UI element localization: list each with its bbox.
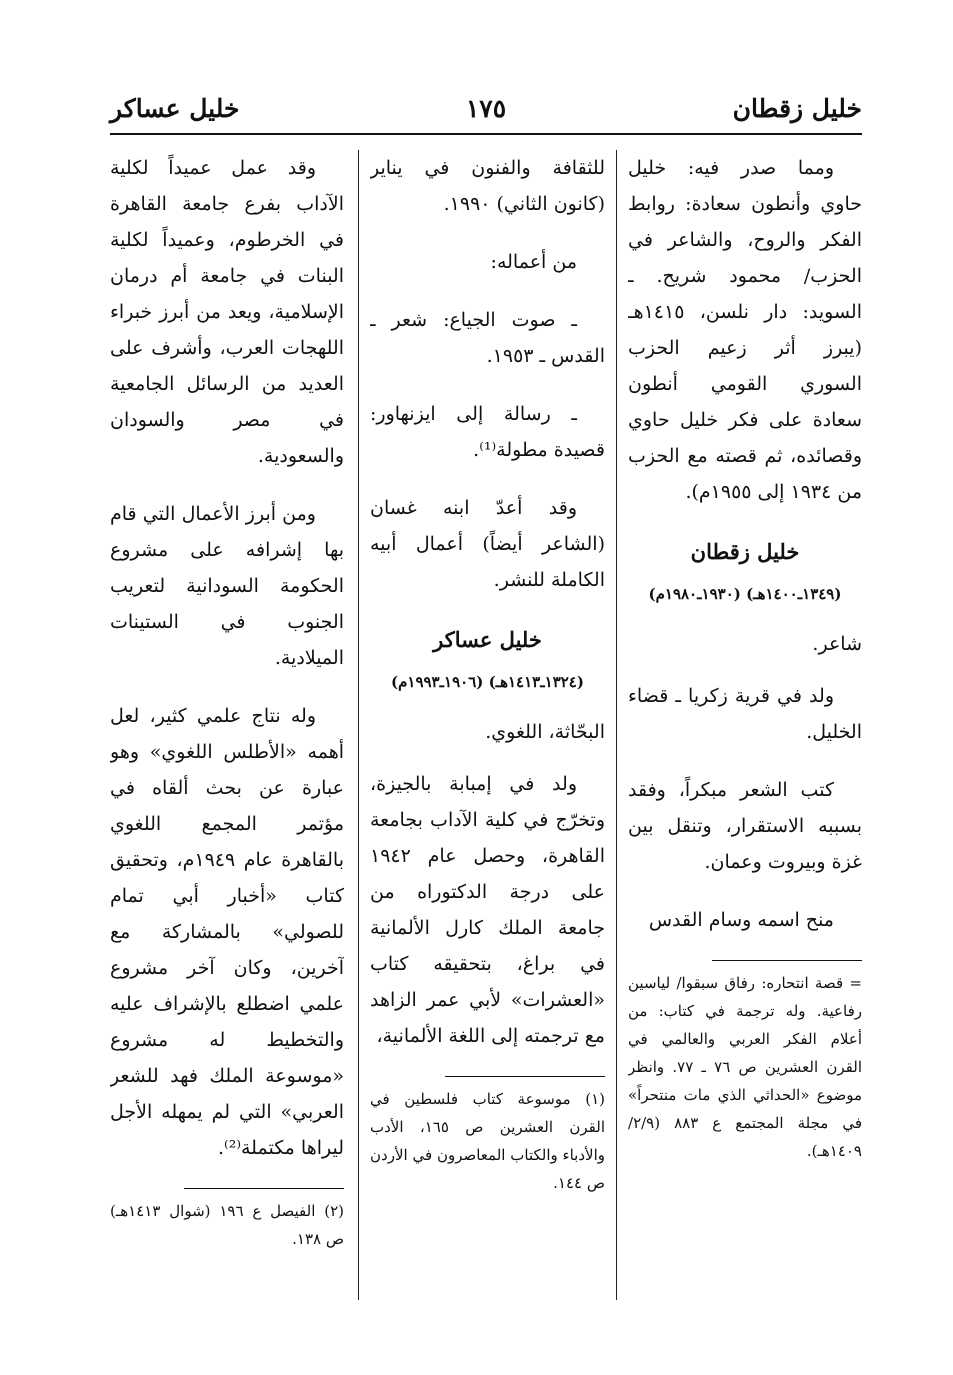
entry-heading: خليل زقطان	[690, 539, 800, 564]
entry-dates: (١٣٢٤ـ١٤١٣هـ) (١٩٠٦ـ١٩٩٣م)	[391, 673, 584, 691]
footnote-rule	[445, 1076, 605, 1077]
entry-heading: خليل عساكر	[433, 627, 542, 652]
paragraph: وله نتاج علمي كثير، لعل أهمه «الأطلس اللغوي» وهو عبارة عن بحث ألقاه في مؤتمر المجمع اللغوي بالقاهرة عام ١٩٤٩م، وتحقيق كتاب «أخبار أبي تمام للصولي» بالمشاركة مع آخرين، وكان آخر مشروع علمي اضطلع بالإشراف عليه والتخطيط له مشروع «موسوعة الملك فهد للشعر العربي» التي لم يمهله الأجل ليراها مكتملة⁽²⁾.	[110, 705, 344, 1159]
paragraph: للثقافة والفنون في يناير (كانون الثاني) ١٩٩٠.	[370, 157, 605, 215]
column-divider-right	[616, 150, 617, 1300]
paragraph: ولد في قرية زكريا ـ قضاء الخليل.	[628, 685, 862, 743]
middle-column	[370, 150, 605, 1310]
running-head-right-title: خليل زقطان	[732, 94, 862, 123]
footnote: = قصة انتحاره: رفاق سبقوا/ لياسين رفاعية. وله ترجمة في كتاب: من أعلام الفكر العربي والعالمي في القرن العشرين ص ٧٦ ـ ٧٧. وانظر موضوع «الحداثي الذي مات منتحراً» في مجلة المجتمع ع ٨٨٣ (٢/٩/ ١٤٠٩هـ).	[628, 974, 862, 1160]
paragraph: كتب الشعر مبكراً، وفقد بسببه الاستقرار، وتنقل بين غزة وبيروت وعمان.	[628, 779, 862, 873]
paragraph: ومما صدر فيه: خليل حاوي وأنطون سعادة: روابط الفكر والروح، والشاعر في الحزب/ محمود شريح. ـ السويد: دار نلسن، ١٤١٥هـ (يبرز أثر زعيم الحزب السوري القومي أنطون سعادة على فكر خليل حاوي وقصائده، ثم قصته مع الحزب من ١٩٣٤ إلى ١٩٥٥م).	[628, 157, 862, 503]
works-label: من أعماله:	[490, 251, 577, 273]
entry-role: شاعر.	[812, 633, 862, 655]
footnote: (١) موسوعة كتاب فلسطين في القرن العشرين ص ١٦٥، الأدب والأدباء والكتاب المعاصرون في الأردن ص ١٤٤.	[370, 1090, 605, 1192]
footnote-rule	[184, 1188, 344, 1189]
work-item: ـ رسالة إلى ايزنهاور: قصيدة مطولة⁽¹⁾.	[370, 403, 605, 461]
left-column	[110, 150, 344, 1310]
entry-dates: (١٣٤٩ـ١٤٠٠هـ) (١٩٣٠ـ١٩٨٠م)	[648, 585, 842, 603]
footnote-rule	[712, 960, 862, 961]
paragraph: ولد في إمبابة بالجيزة، وتخرّج في كلية الآداب بجامعة القاهرة، وحصل عام ١٩٤٢ على درجة الدكتوراه من جامعة الملك كارل الألمانية في براغ، بتحقيقه كتاب «العشرات» لأبي عمر الزاهد مع ترجمته إلى اللغة الألمانية،	[370, 773, 605, 1047]
paragraph: ومن أبرز الأعمال التي قام بها إشرافه على مشروع الحكومة السودانية لتعريب الجنوب في الستينات الميلادية.	[110, 503, 344, 669]
entry-role: البحّاثة، اللغوي.	[485, 721, 605, 743]
paragraph: وقد عمل عميداً لكلية الآداب بفرع جامعة القاهرة في الخرطوم، وعميداً لكلية البنات في جامعة أم درمان الإسلامية، ويعد من أبرز خبراء اللهجات العرب، وأشرف على العديد من الرسائل الجامعية في مصر والسودان والسعودية.	[110, 157, 344, 467]
running-head	[110, 88, 862, 132]
footnote: (٢) الفيصل ع ١٩٦ (شوال ١٤١٣هـ) ص ١٣٨.	[110, 1202, 344, 1248]
header-rule	[110, 133, 862, 135]
running-head-left-title: خليل عساكر	[110, 94, 240, 123]
work-item: ـ صوت الجياع: شعر ـ القدس ـ ١٩٥٣.	[370, 309, 605, 367]
page-number: ١٧٥	[465, 94, 507, 123]
column-divider-left	[358, 150, 359, 1300]
paragraph: منح اسمه وسام القدس	[648, 909, 834, 931]
right-column	[628, 150, 862, 1310]
paragraph: وقد أعدّ ابنه غسان (الشاعر أيضاً) أعمال أبيه الكاملة للنشر.	[370, 497, 605, 591]
